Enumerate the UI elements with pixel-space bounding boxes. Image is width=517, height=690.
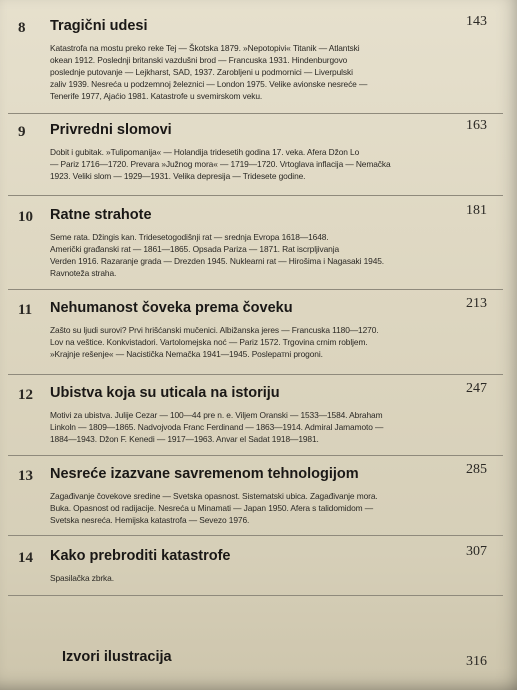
chapter-title: Privredni slomovi [50,122,172,138]
chapter-page: 143 [466,14,487,29]
description-line: Katastrofa na mostu preko reke Tej — Škotska 1879. »Nepotopivi« Titanik — Atlantski [50,43,360,53]
chapter-number: 11 [18,302,33,318]
chapter-description [50,572,465,584]
chapter-title: Ubistva koja su uticala na istoriju [50,385,280,401]
description-line: okean 1912. Poslednji britanski vazdušni brod — Francuska 1931. Hindenburgovo [50,55,348,66]
description-line: Motivi za ubistva. Julije Cezar — 100—44 pre n. e. Viljem Oranski — 1533—1584. Abraham [50,410,383,420]
description-line: 1884—1943. Džon F. Kenedi — 1917—1963. Anvar el Sadat 1918—1981. [50,434,319,445]
description-line: zaliv 1939. Nesreća u podzemnoj železnici — London 1975. Velike avionske nesreće — [50,79,368,90]
chapter-page: 285 [466,462,487,477]
sources-title: Izvori ilustracija [62,649,172,665]
description-line: Svetska nesreća. Hemijska katastrofa — Sevezo 1976. [50,515,250,526]
chapter-page: 181 [466,203,487,218]
divider [8,374,503,375]
chapter-description [50,324,465,360]
description-line: poslednje putovanje — Lejkharst, SAD, 1937. Zarobljeni u podmornici — Liverpulski [50,67,353,78]
chapter-title: Kako prebroditi katastrofe [50,548,231,564]
description-line: Ravnoteža straha. [50,268,117,279]
chapter-number: 12 [18,387,33,403]
description-line: Zagađivanje čovekove sredine — Svetska opasnost. Sistematski ubica. Zagađivanje mora. [50,491,378,501]
chapter-page: 213 [466,296,487,311]
chapter-title: Nesreće izazvane savremenom tehnologijom [50,466,359,482]
chapter-page: 247 [466,381,487,396]
divider [8,113,503,114]
chapter-title: Ratne strahote [50,207,152,223]
description-line: — Pariz 1716—1720. Prevara »Južnog mora« — 1719—1720. Vrtoglava inflacija — Nemačka [50,159,391,170]
description-line: Zašto su ljudi surovi? Prvi hrišćanski mučenici. Albižanska jeres — Francuska 1180—1270. [50,325,379,335]
chapter-number: 9 [18,124,26,140]
description-line: Buka. Opasnost od radijacije. Nesreća u Minamati — Japan 1950. Afera s talidomidom — [50,503,374,514]
chapter-description [50,146,465,182]
chapter-number: 8 [18,20,26,36]
description-line: Američki građanski rat — 1861—1865. Opsada Pariza — 1871. Rat iscrpljivanja [50,244,340,255]
chapter-number: 10 [18,209,33,225]
divider [8,455,503,456]
divider [8,535,503,536]
description-line: Dobit i gubitak. »Tulipomanija« — Holandija tridesetih godina 17. veka. Afera Džon Lo [50,147,360,157]
description-line: Linkoln — 1809—1865. Nadvojvoda Franc Ferdinand — 1863—1914. Admiral Jamamoto — [50,422,384,433]
chapter-number: 13 [18,468,33,484]
sources-page: 316 [466,654,487,669]
chapter-page: 307 [466,544,487,559]
description-line: Tenerife 1977, Ajaćio 1981. Katastrofe u svemirskom veku. [50,91,263,102]
chapter-number: 14 [18,550,33,566]
description-line: Spasilačka zbrka. [50,573,114,583]
description-line: Verden 1916. Razaranje grada — Drezden 1945. Nuklearni rat — Hirošima i Nagasaki 1945. [50,256,385,267]
chapter-description [50,409,465,445]
chapter-description [50,231,465,279]
chapter-title: Nehumanost čoveka prema čoveku [50,300,293,316]
description-line: 1923. Veliki slom — 1929—1931. Velika depresija — Tridesete godine. [50,171,306,182]
chapter-page: 163 [466,118,487,133]
chapter-description [50,42,465,102]
divider [8,289,503,290]
description-line: Seme rata. Džingis kan. Tridesetogodišnji rat — srednja Evropa 1618—1648. [50,232,329,242]
chapter-title: Tragični udesi [50,18,148,34]
chapter-description [50,490,465,526]
description-line: »Krajnje rešenje« — Nacistička Nemačka 1941—1945. Poslератni progoni. [50,349,323,360]
divider [8,595,503,596]
divider [8,195,503,196]
description-line: Lov na veštice. Konkvistadori. Vartolomejska noć — Pariz 1572. Trgovina crnim robljem. [50,337,368,348]
